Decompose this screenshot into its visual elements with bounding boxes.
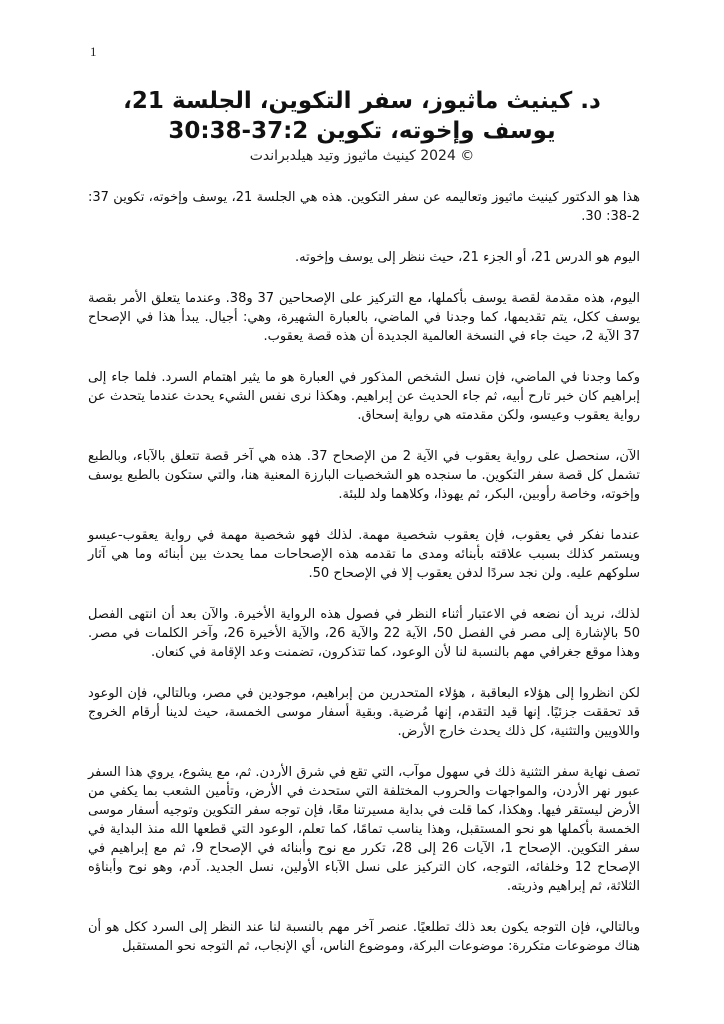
- document-title-line-1: د. كينيث ماثيوز، سفر التكوين، الجلسة 21،: [123, 88, 601, 114]
- copyright-line: © 2024 كينيث ماثيوز وتيد هيلدبراندت: [249, 148, 475, 164]
- paragraph: اليوم، هذه مقدمة لقصة يوسف بأكملها، مع التركيز على الإصحاحين 37 و38. وعندما يتعلق الأمر بقصة يوسف ككل، يتم تقديمها، كما وجدنا في الماضي، بالعبارة الشهيرة، وهي: أجيال. يبدأ هذا في الإصحاح 37 الآية 2، حيث جاء في النسخة العالمية الجديدة أن هذه قصة يعقوب.: [88, 291, 640, 344]
- paragraph: وكما وجدنا في الماضي، فإن نسل الشخص المذكور في العبارة هو ما يثير اهتمام السرد. فلما جاء إلى إبراهيم كان خبر تارح أبيه، ثم جاء الحديث عن إبراهيم. وهكذا نرى نفس الشيء يحدث عندما يتحدث عن رواية يعقوب وعيسو، ولكن مقدمته هي رواية إسحاق.: [88, 370, 640, 423]
- paragraph: اليوم هو الدرس 21، أو الجزء 21، حيث ننظر إلى يوسف وإخوته.: [294, 250, 640, 265]
- paragraph: عندما نفكر في يعقوب، فإن يعقوب شخصية مهمة. لذلك فهو شخصية مهمة في رواية يعقوب-عيسو ويستمر كذلك بسبب علاقته بأبنائه ومدى ما تقدمه هذه الإصحاحات مما يحدث بين أبنائه وما هي آثار سلوكهم عليه. ولن نجد سردًا لدفن يعقوب إلا في الإصحاح 50.: [88, 528, 640, 581]
- paragraph: لكن انظروا إلى هؤلاء البعاقبة ، هؤلاء المتحدرين من إبراهيم، موجودين في مصر، وبالتالي، فإن الوعود قد تحققت جزئيًا. إنها قيد التقدم، إنها مُرضية. وبقية أسفار موسى الخمسة، حيث لدينا أرقام الخروج واللاويين والتثنية، كل ذلك يحدث خارج الأرض.: [88, 686, 640, 739]
- document-body: [88, 188, 640, 956]
- paragraph: هذا هو الدكتور كينيث ماثيوز وتعاليمه عن سفر التكوين. هذه هي الجلسة 21، يوسف وإخوته، تكوين 37: 2-38: 30.: [88, 190, 640, 224]
- paragraph: الآن، سنحصل على رواية يعقوب في الآية 2 من الإصحاح 37. هذه هي آخر قصة تتعلق بالآباء، وبالطبع تشمل كل قصة سفر التكوين. ما سنجده هو الشخصيات البارزة المعنية هنا، والتي ستكون بالطبع يوسف وإخوته، وخاصة رأوبين، البكر، ثم يهوذا، وكلاهما ولد للبئة.: [88, 449, 640, 502]
- paragraph: وبالتالي، فإن التوجه يكون بعد ذلك تطلعيًا. عنصر آخر مهم بالنسبة لنا عند النظر إلى السرد ككل هو أن هناك موضوعات متكررة: موضوعات البركة، وموضوع الناس، أي الإنجاب، ثم التوجه نحو المستقبل: [88, 920, 640, 954]
- page-number: 1: [90, 44, 97, 59]
- document-title-line-2: يوسف وإخوته، تكوين 37:2-30:38: [168, 118, 556, 144]
- paragraph: تصف نهاية سفر التثنية ذلك في سهول موآب، التي تقع في شرق الأردن. ثم، مع يشوع، يروي هذا السفر عبور نهر الأردن، والمواجهات والحروب المختلفة التي ستحدث في الأرض، وتأمين الشعب بما يكفي من الأرض ليستقر فيها. وهكذا، كما قلت في بداية مسيرتنا معًا، فإن توجه سفر التكوين وتوجيه أسفار موسى الخمسة بأكملها هو نحو المستقبل، وهذا يناسب تمامًا، كما تعلم، الوعود التي قطعها الله منذ البداية في سفر التكوين. الإصحاح 1، الآيات 26 إلى 28، تكرر مع نوح وأبنائه في الإصحاح 9، ثم مع إبراهيم في الإصحاح 12 وخلفائه، التوجه، كان التركيز على نسل الآباء الأولين، نسل الجديد. آدم، وهو نوح وأبناؤه الثلاثة، ثم إبراهيم وذريته.: [88, 765, 640, 894]
- paragraph: لذلك، نريد أن نضعه في الاعتبار أثناء النظر في فصول هذه الرواية الأخيرة. والآن بعد أن انتهى الفصل 50 بالإشارة إلى مصر في الفصل 50، الآية 22 والآية 26، والآية الأخيرة 26، وآخر الكلمات في مصر. وهذا موقع جغرافي مهم بالنسبة لنا لأن الوعود، كما تتذكرون، تضمنت وعد الإقامة في كنعان.: [88, 607, 641, 660]
- document-header: [80, 86, 644, 165]
